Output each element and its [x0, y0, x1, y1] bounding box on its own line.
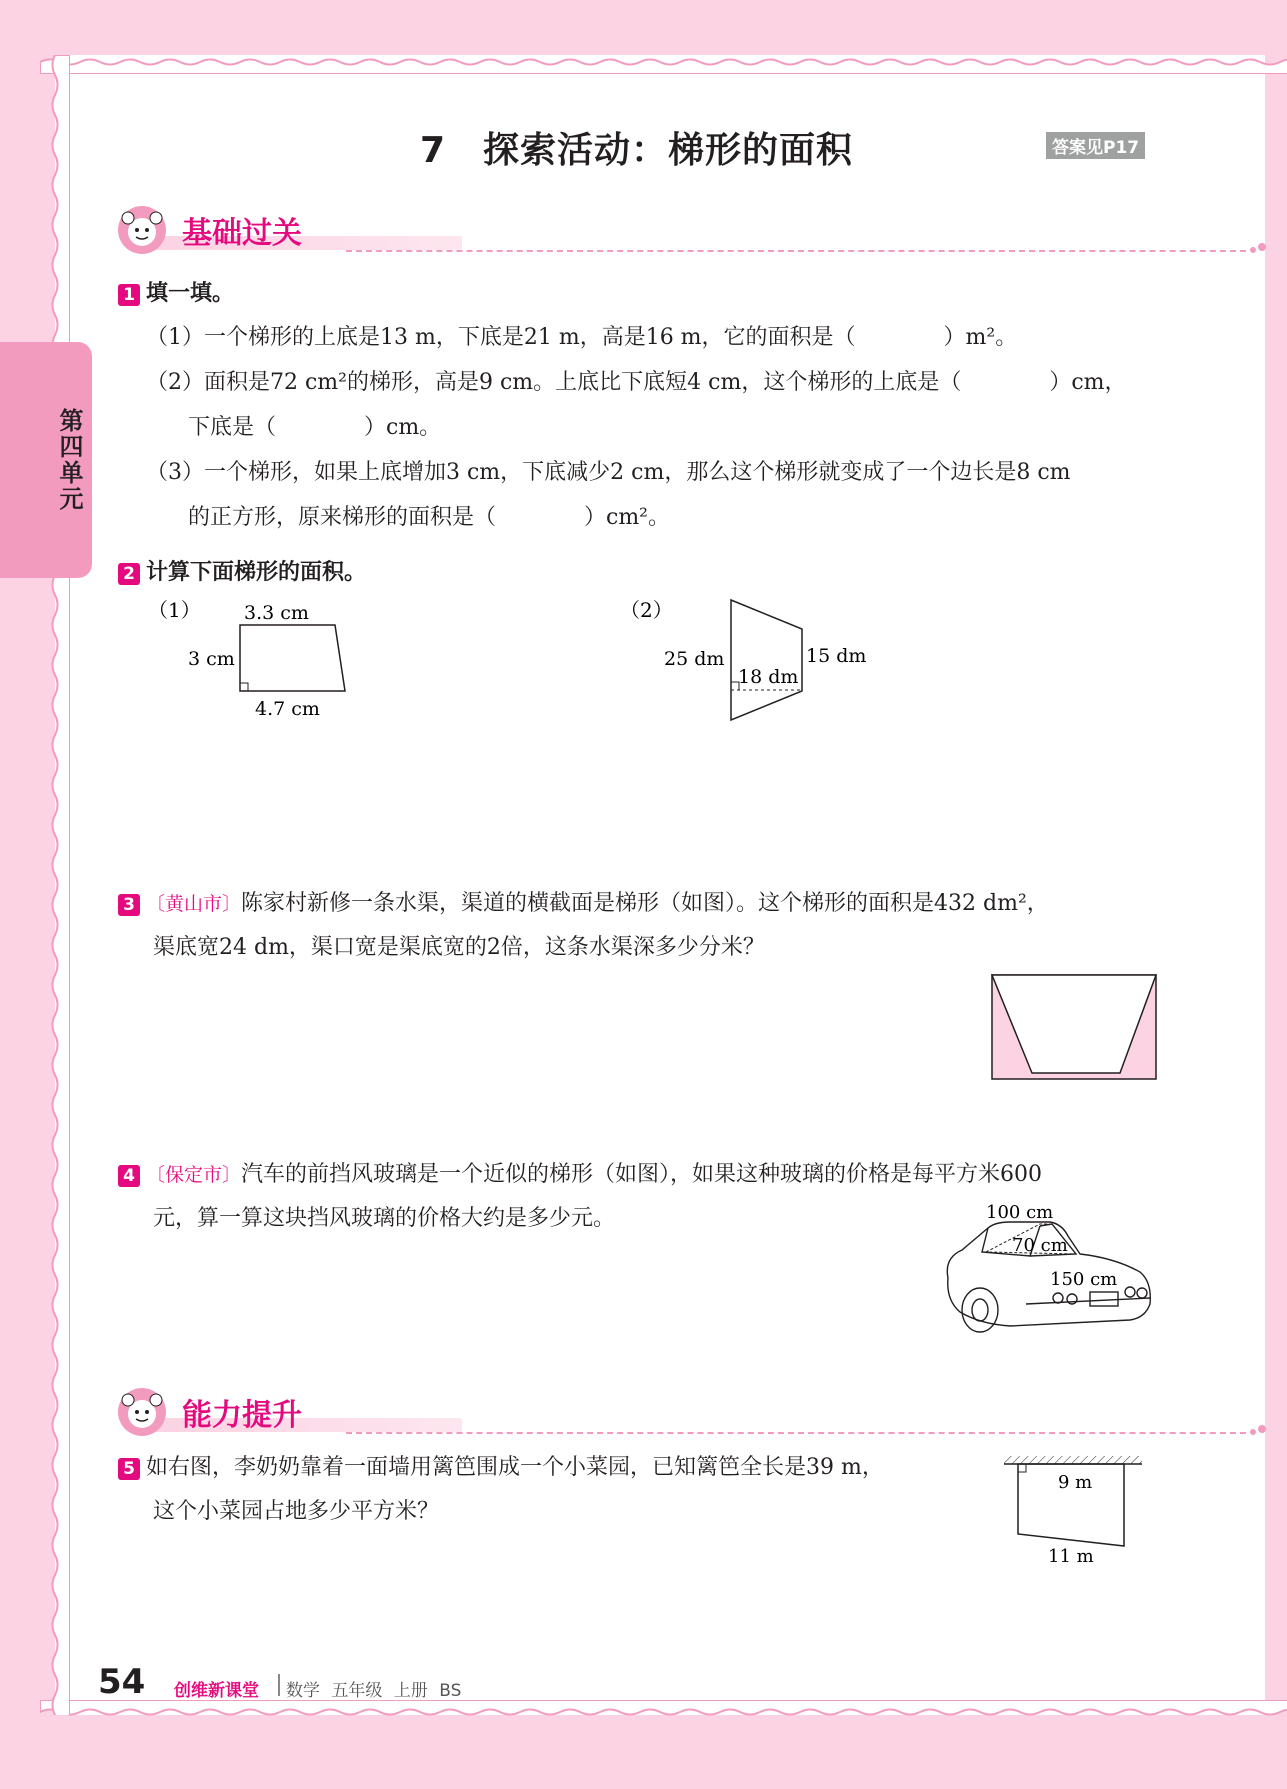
question-number-3: 3	[118, 894, 140, 916]
page-title: 7 探索活动：梯形的面积	[420, 130, 854, 171]
question-5-text-1: 如右图，李奶奶靠着一面墙用篱笆围成一个小菜园，已知篱笆全长是39 m，	[146, 1455, 884, 1480]
question-1-part-3-cont: 的正方形，原来梯形的面积是（ ）cm²。	[188, 505, 671, 530]
question-number-5: 5	[118, 1458, 140, 1480]
question-2-heading	[118, 555, 366, 586]
figure-2-right-length: 15 dm	[806, 645, 867, 667]
figure-2-height: 18 dm	[738, 666, 799, 688]
question-4-line-2: 元，算一算这块挡风玻璃的价格大约是多少元。	[153, 1206, 616, 1231]
mascot-icon	[116, 204, 168, 256]
question-number-1: 1	[118, 284, 140, 306]
figure-2-label: （2）	[620, 598, 673, 622]
figure-1-top-length: 3.3 cm	[244, 602, 309, 624]
question-4-text-1: 汽车的前挡风玻璃是一个近似的梯形（如图），如果这种玻璃的价格是每平方米600	[241, 1162, 1043, 1187]
garden-bottom-length: 11 m	[1048, 1546, 1094, 1567]
footer-brand: 创维新课堂	[174, 1681, 259, 1701]
trapezoid-2-shape	[731, 600, 802, 720]
question-3-line-1	[118, 886, 1049, 917]
wall-hatching	[1004, 1456, 1142, 1464]
garden-top-length: 9 m	[1058, 1472, 1093, 1493]
trapezoid-figure-1	[140, 595, 370, 730]
right-angle-mark	[240, 683, 248, 691]
car-windshield-figure	[940, 1200, 1160, 1350]
mascot-icon	[116, 1386, 168, 1438]
windshield-height: 70 cm	[1012, 1235, 1068, 1256]
question-5-line-1	[118, 1450, 884, 1481]
footer-book-info: 数学 五年级 上册 BS	[286, 1681, 462, 1701]
section-title-advanced: 能力提升	[182, 1398, 302, 1433]
section-header-basic	[116, 200, 1156, 262]
figure-1-label: （1）	[148, 598, 201, 622]
figure-1-height: 3 cm	[188, 648, 235, 670]
question-4-source-tag: 〔保定市〕	[146, 1164, 242, 1186]
question-1-part-1: （1）一个梯形的上底是13 m，下底是21 m，高是16 m，它的面积是（ ）m²。	[146, 325, 1018, 350]
answer-reference-badge: 答案见P17	[1046, 132, 1145, 159]
question-3-text-1: 陈家村新修一条水渠，渠道的横截面是梯形（如图）。这个梯形的面积是432 dm²，	[241, 891, 1049, 916]
trapezoid-figure-2	[620, 595, 870, 730]
question-5-line-2: 这个小菜园占地多少平方米？	[153, 1499, 440, 1524]
decorative-dots-icon	[1248, 1424, 1274, 1440]
figure-2-left-length: 25 dm	[664, 648, 725, 670]
question-number-4: 4	[118, 1165, 140, 1187]
question-1-part-2: （2）面积是72 cm²的梯形，高是9 cm。上底比下底短4 cm，这个梯形的上底是（ ）cm，	[146, 370, 1127, 395]
vegetable-garden-figure	[1000, 1450, 1150, 1570]
question-1-part-2-cont: 下底是（ ）cm。	[188, 415, 442, 440]
windshield-top-length: 100 cm	[986, 1202, 1054, 1223]
right-angle-mark	[1018, 1464, 1026, 1472]
windshield-bottom-length: 150 cm	[1050, 1269, 1118, 1290]
decorative-dots-icon	[1248, 242, 1274, 258]
section-divider	[346, 1432, 1246, 1434]
wavy-border-bottom	[40, 1700, 1287, 1730]
footer-separator	[278, 1674, 280, 1696]
page-number: 54	[98, 1662, 146, 1702]
question-1-title: 填一填。	[146, 281, 235, 306]
question-1-heading	[118, 276, 234, 307]
question-2-title: 计算下面梯形的面积。	[146, 560, 367, 585]
wavy-border-left	[40, 55, 70, 1715]
wavy-border-top	[40, 44, 1287, 74]
question-3-source-tag: 〔黄山市〕	[146, 893, 242, 915]
question-1-part-3: （3）一个梯形，如果上底增加3 cm，下底减少2 cm，那么这个梯形就变成了一个边长是8 cm	[146, 460, 1071, 485]
section-title-basic: 基础过关	[182, 216, 302, 251]
unit-side-tab-label: 第四单元	[55, 408, 83, 512]
section-divider	[346, 250, 1246, 252]
question-number-2: 2	[118, 563, 140, 585]
question-3-line-2: 渠底宽24 dm，渠口宽是渠底宽的2倍，这条水渠深多少分米？	[153, 935, 765, 960]
question-4-line-1	[118, 1157, 1042, 1188]
section-header-advanced	[116, 1382, 1156, 1444]
canal-cross-section-figure	[990, 973, 1160, 1083]
trapezoid-1-shape	[240, 625, 345, 691]
figure-1-bottom-length: 4.7 cm	[255, 698, 320, 720]
